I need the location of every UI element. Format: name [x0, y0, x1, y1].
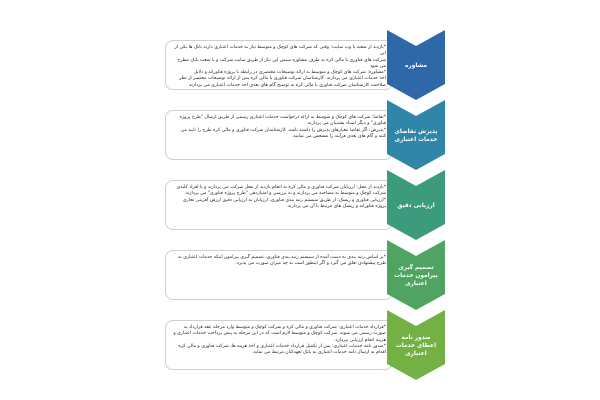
description-line: فناوری" و دیگر اسناد پشتیبان می پردازند.	[306, 121, 386, 127]
step-consultation	[165, 30, 445, 100]
description-line: *قرارداد خدمات اعتباری: شرکت فناوری و مالی کره و شرکت کوچک و متوسط وارد مرحله عقد قرارداد به	[183, 325, 386, 330]
step-detailed-assessment	[165, 170, 445, 240]
step-label: مشاوره	[404, 63, 428, 69]
description-line: اقدام به ارسال نامه خدمات اعتباری به بانک تعهدکنان مرتبط می نماید.	[252, 350, 386, 356]
description-line: هزینه انجام ارزیابی بپردازد.	[334, 337, 386, 343]
description-line: طرح پیشنهادی تعلق می گیرد و اگر اینطور است به چه میزان صورت می پذیرد.	[235, 261, 386, 267]
description-line: صورت رسمی می شوند. شرکت کوچک و متوسط لازم است که در این مرحله به پیش پرداخت خدمات اعتباری و	[173, 331, 386, 337]
description-line: پروژه فناورانه و ریسک های مرتبط با آن می پردازند.	[286, 203, 386, 209]
step-request-acceptance	[165, 100, 445, 170]
step-chevron	[387, 170, 445, 240]
step-label: صدور نامه اعطای خدمات اعتباری	[395, 335, 437, 357]
step-label: پذیرش تقاضای خدمات اعتباری	[394, 129, 438, 143]
step-chevron	[387, 310, 445, 380]
description-line: *یازدید از شعبه یا وب سایت: وقتی که شرکت های کوچک و متوسط نیاز به خدمات اعتباری دارند بانک ها یکی از این	[174, 45, 386, 57]
description-line: *بر اساس رتبه بندی به دست آمده از سیستم رتبه بندی فناوری، تصمیم گیری پیرامون اینکه خدمات اعتباری به	[178, 255, 386, 260]
description-line: *بازدید از محل: ارزیابان شرکت فناوری و مالی کره به انجام بازدید از محل شرکت می پردازند و با افراد کلیدی	[176, 185, 386, 190]
process-flow	[165, 0, 445, 400]
description-line: اخذ خدمات اعتباری می پردازند. کارشناسان شرکت فناوری یا مالی کره پس از ارائه توضیحات مختصر از نظر	[179, 76, 386, 82]
step-description-box	[165, 110, 393, 160]
step-chevron	[387, 30, 445, 100]
description-line: شرکت کوچک و متوسط به مصاحبه می پردازند و به بررسی و امتیازدهی "طرح پروژه فناوری" می پردازند.	[184, 191, 386, 197]
step-description-box	[165, 180, 393, 230]
step-description-box	[165, 40, 393, 90]
step-chevron	[387, 240, 445, 310]
description-line: *ارزیابی فناوری و ریسک: از طریق سیستم رتبه بندی فناوری، ارزیابان به ارزیابی دقیق ارزش آفرینی تجاری	[182, 197, 386, 203]
step-chevron	[387, 100, 445, 170]
description-line: کنند و گام های بعدی فرآیند را مشخص می نمایند.	[292, 133, 386, 139]
step-label: تصمیم گیری پیرامون خدمات اعتباری	[394, 265, 438, 287]
description-line: *مشاوره: شرکت های کوچک و متوسط به ارائه توضیحات مختصری در رابطه با پروژه فناورانه و دلایل	[193, 70, 386, 76]
description-line: *پذیرش: اگر تقاضا معیارهای پذیرش را داشته باشد، کارشناسان شرکت فناوری و مالی کره طرح را تایید می	[180, 127, 386, 133]
step-label: ارزیابی دقیق	[397, 203, 435, 209]
description-line: *تقاضا: شرکت های کوچک و متوسط به ارائه درخواست خدمات اعتباری رسمی از طریق ارسال "طرح پروژه	[179, 115, 386, 120]
description-line: *صدور نامه خدمات اعتباری: پس از تکمیل قرارداد خدمات اعتباری و اخذ هزینه ها، شرکت فناوری و مالی کره	[178, 343, 386, 349]
description-line: شرکت های فناوری یا مالی کره به طرف مشاوره سپس این نیاز از طریق سایت شرکت و یا شعب بانک مطرح می شود	[177, 57, 386, 69]
step-credit-letter-issuance	[165, 310, 445, 380]
step-credit-decision	[165, 240, 445, 310]
step-description-box	[165, 320, 393, 370]
step-description-box	[165, 250, 393, 300]
description-line: صلاحیت کارشناسان شرکت فناوری یا مالی کره به توضیح گام های بعدی اخذ خدمات اعتباری می پردازند	[188, 82, 386, 88]
